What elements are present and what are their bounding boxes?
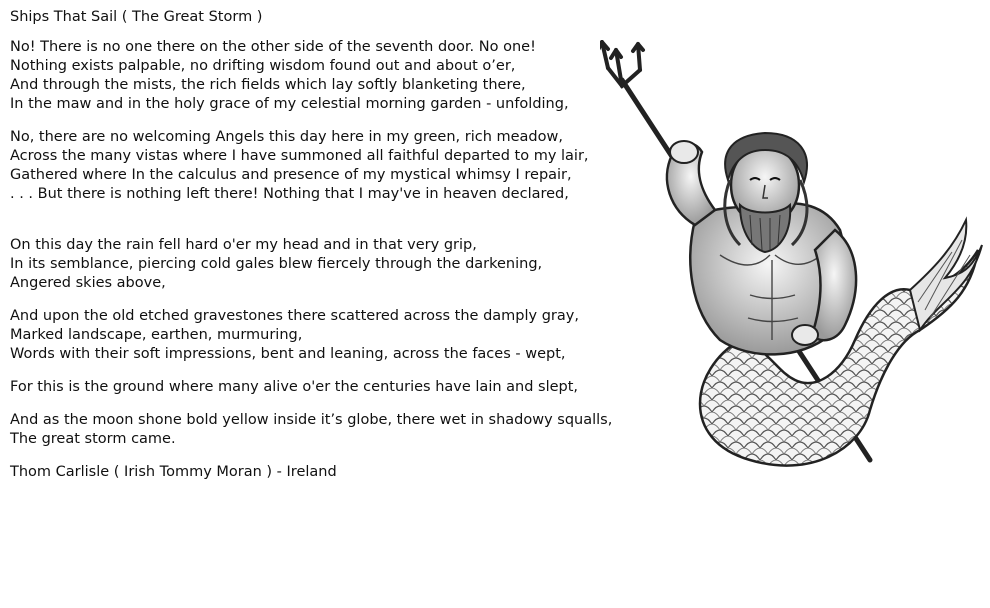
stanza-5 [10, 378, 650, 397]
stanza-3 [10, 236, 650, 293]
poem-line: No! There is no one there on the other side of the seventh door. No one! [10, 39, 536, 55]
poem-line: No, there are no welcoming Angels this day here in my green, rich meadow, [10, 129, 563, 145]
merman-with-trident-illustration [600, 40, 985, 480]
poem-line: Angered skies above, [10, 275, 166, 291]
poem-line: Nothing exists palpable, no drifting wisdom found out and about o’er, [10, 58, 516, 74]
merman-icon [600, 40, 985, 480]
poem-line: In the maw and in the holy grace of my celestial morning garden - unfolding, [10, 96, 569, 112]
poem-line: The great storm came. [10, 431, 176, 447]
stanza-4 [10, 307, 650, 364]
poem-line: For this is the ground where many alive o'er the centuries have lain and slept, [10, 379, 579, 395]
poem-line: Across the many vistas where I have summoned all faithful departed to my lair, [10, 148, 589, 164]
poem-line: In its semblance, piercing cold gales blew fiercely through the darkening, [10, 256, 543, 272]
stanza-1 [10, 38, 650, 114]
poem-line: And through the mists, the rich fields which lay softly blanketing there, [10, 77, 526, 93]
poem-title: Ships That Sail ( The Great Storm ) [10, 9, 263, 25]
stanza-2 [10, 128, 650, 204]
poem-line: . . . But there is nothing left there! Nothing that I may've in heaven declared, [10, 186, 569, 202]
poem [10, 8, 650, 482]
poem-line: On this day the rain fell hard o'er my head and in that very grip, [10, 237, 477, 253]
poem-line: Marked landscape, earthen, murmuring, [10, 327, 303, 343]
poem-line: Words with their soft impressions, bent and leaning, across the faces - wept, [10, 346, 566, 362]
poem-line: And as the moon shone bold yellow inside it’s globe, there wet in shadowy squalls, [10, 412, 613, 428]
poem-line: And upon the old etched gravestones there scattered across the damply gray, [10, 308, 579, 324]
author-signature: Thom Carlisle ( Irish Tommy Moran ) - Ireland [10, 464, 337, 480]
poem-line: Gathered where In the calculus and presence of my mystical whimsy I repair, [10, 167, 572, 183]
stanza-6 [10, 411, 650, 449]
